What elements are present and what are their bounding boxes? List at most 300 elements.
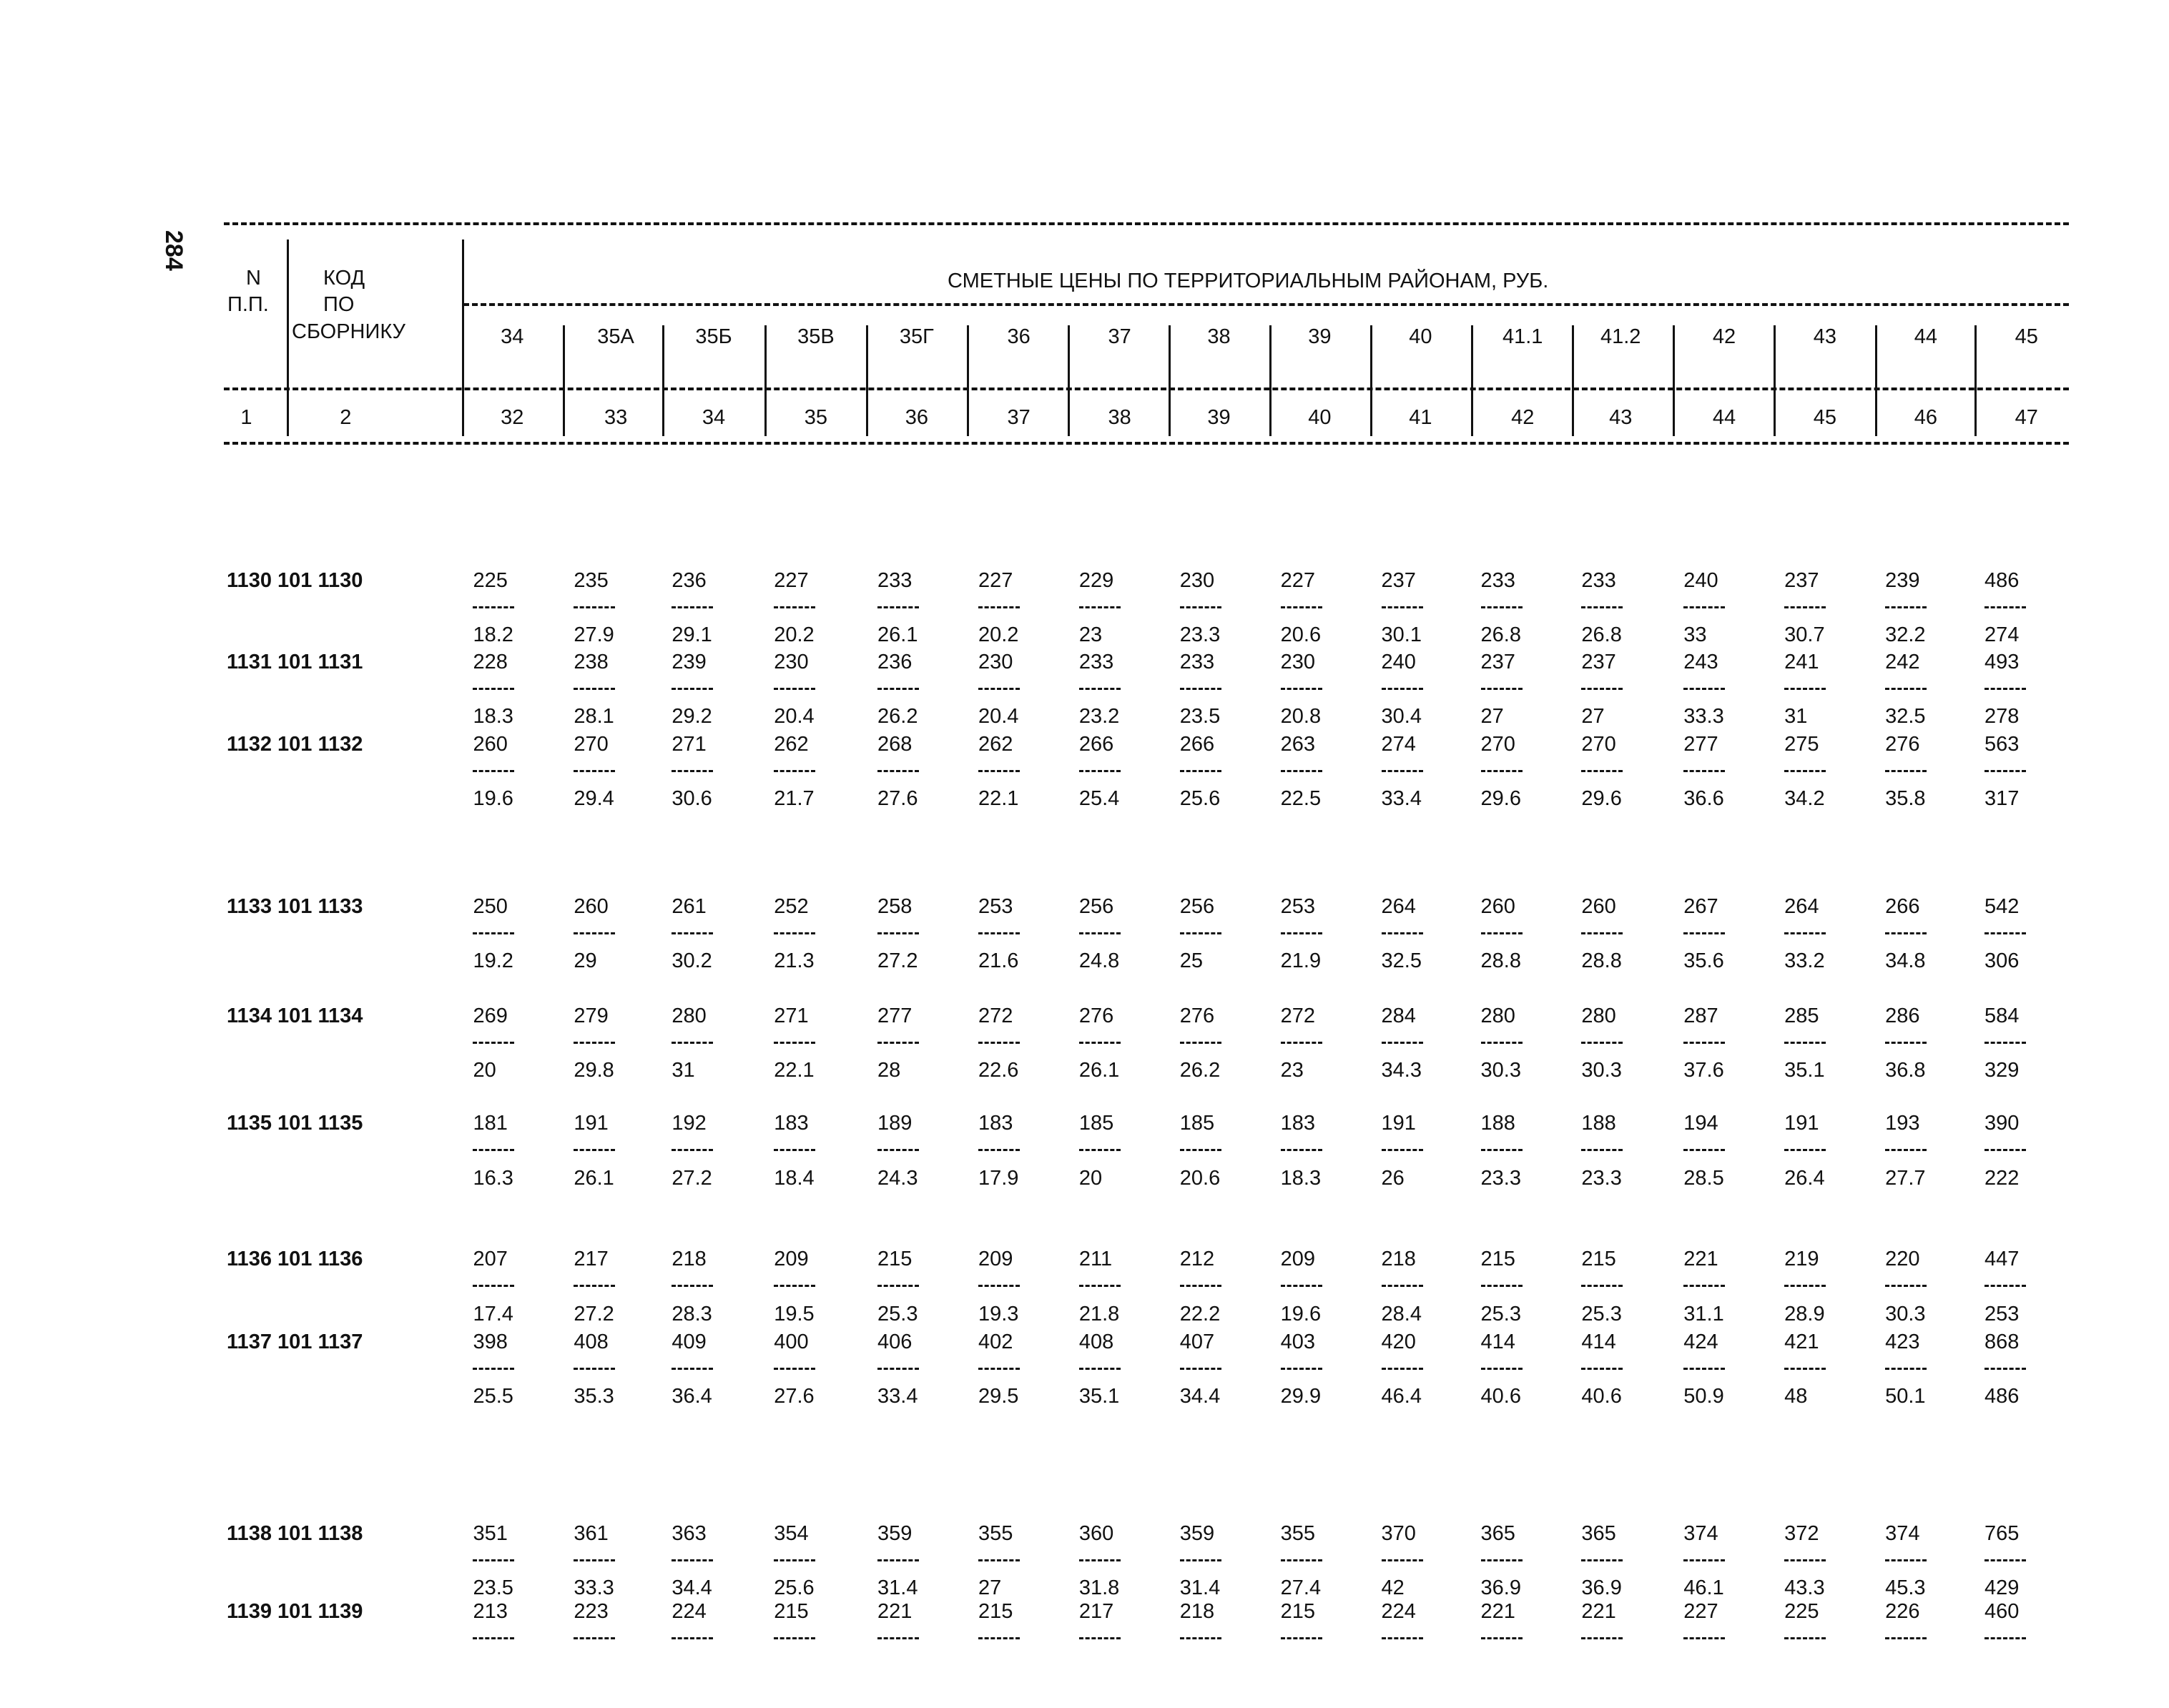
price-value: 542 [1984,895,2020,919]
row-code-label: 1134 101 1134 [227,1004,363,1027]
price-value: 233 [1179,650,1215,673]
fraction-bar [473,932,514,934]
price-subvalue: 31.4 [1179,1576,1221,1600]
fraction-bar [1180,1559,1221,1561]
fraction-bar [1581,1149,1623,1151]
column-number: 43 [1609,406,1633,429]
fraction-bar [473,1368,514,1370]
price-subvalue: 18.3 [1280,1166,1322,1190]
price-value: 493 [1984,650,2020,673]
fraction-bar [1382,1637,1423,1639]
price-subvalue: 29.4 [574,787,614,811]
price-subvalue: 23.3 [1179,623,1221,647]
price-subvalue: 25.5 [473,1385,513,1408]
price-subvalue: 23.5 [473,1576,513,1600]
price-subvalue: 22.6 [978,1059,1019,1082]
price-value: 215 [1480,1248,1515,1271]
price-subvalue: 486 [1984,1385,2020,1408]
fraction-bar [1683,770,1725,772]
price-value: 183 [774,1112,809,1135]
column-number: 32 [501,406,524,429]
price-value: 390 [1984,1112,2020,1135]
price-value: 275 [1784,733,1819,756]
column-divider [1370,325,1372,436]
price-subvalue: 19.6 [473,787,513,811]
fraction-bar [574,606,615,608]
price-subvalue: 36.6 [1683,787,1724,811]
price-subvalue: 278 [1984,704,2020,728]
fraction-bar [1180,688,1221,690]
row-code-label: 1131 101 1131 [227,650,363,673]
price-value: 408 [574,1330,609,1353]
price-subvalue: 27 [1581,704,1605,728]
price-value: 233 [1480,569,1515,593]
price-value: 227 [978,569,1013,593]
fraction-bar [1079,606,1121,608]
header-n: N [246,267,261,290]
price-subvalue: 306 [1984,949,2020,973]
price-value: 398 [473,1330,508,1353]
fraction-bar [1079,1285,1121,1287]
column-divider [764,325,767,436]
fraction-bar [877,1368,919,1370]
price-value: 285 [1784,1004,1819,1027]
price-subvalue: 29.9 [1280,1385,1322,1408]
price-value: 374 [1683,1521,1718,1545]
price-value: 270 [1480,733,1515,756]
price-subvalue: 45.3 [1885,1576,1926,1600]
fraction-bar [1382,688,1423,690]
column-divider [1774,325,1776,436]
price-value: 218 [1381,1248,1416,1271]
price-value: 227 [774,569,809,593]
fraction-bar [1784,1637,1826,1639]
price-subvalue: 17.4 [473,1302,513,1326]
fraction-bar [574,770,615,772]
fraction-bar [774,1042,815,1044]
price-subvalue: 32.2 [1885,623,1926,647]
price-value: 233 [877,569,913,593]
fraction-bar [1079,1559,1121,1561]
price-value: 260 [574,895,609,919]
price-subvalue: 35.1 [1784,1059,1825,1082]
fraction-bar [774,1559,815,1561]
fraction-bar [1481,1149,1523,1151]
price-value: 256 [1078,895,1114,919]
fraction-bar [574,688,615,690]
column-number: 42 [1511,406,1535,429]
fraction-bar [1784,606,1826,608]
price-value: 354 [774,1521,809,1545]
price-subvalue: 20.2 [774,623,815,647]
fraction-bar [1079,932,1121,934]
price-value: 226 [1885,1600,1920,1624]
fraction-bar [1984,1285,2026,1287]
price-value: 280 [1480,1004,1515,1027]
price-subvalue: 27 [1480,704,1504,728]
fraction-bar [1683,606,1725,608]
price-subvalue: 26.2 [1179,1059,1221,1082]
price-value: 370 [1381,1521,1416,1545]
column-divider [1169,325,1171,436]
price-subvalue: 29 [574,949,597,973]
district-header: 39 [1308,325,1332,348]
fraction-bar [574,1368,615,1370]
fraction-bar [774,606,815,608]
fraction-bar [574,1637,615,1639]
price-value: 402 [978,1330,1013,1353]
column-number: 37 [1007,406,1031,429]
price-subvalue: 21.6 [978,949,1019,973]
price-subvalue: 25.3 [1480,1302,1521,1326]
fraction-bar [1784,1285,1826,1287]
price-value: 242 [1885,650,1920,673]
price-subvalue: 274 [1984,623,2020,647]
fraction-bar [672,688,713,690]
fraction-bar [1481,1559,1523,1561]
price-value: 230 [1280,650,1316,673]
price-value: 238 [574,650,609,673]
district-header: 37 [1108,325,1131,348]
price-value: 414 [1480,1330,1515,1353]
fraction-bar [1885,688,1927,690]
price-value: 207 [473,1248,508,1271]
price-value: 420 [1381,1330,1416,1353]
column-divider [866,325,868,436]
fraction-bar [1784,1042,1826,1044]
price-subvalue: 35.3 [574,1385,614,1408]
fraction-bar [672,1285,713,1287]
price-value: 271 [774,1004,809,1027]
fraction-bar [574,1559,615,1561]
price-value: 215 [978,1600,1013,1624]
price-value: 264 [1381,895,1416,919]
price-value: 270 [1581,733,1616,756]
price-subvalue: 26.1 [877,623,918,647]
price-value: 215 [774,1600,809,1624]
price-value: 271 [672,733,707,756]
price-subvalue: 30.6 [672,787,712,811]
price-subvalue: 31 [1784,704,1808,728]
price-subvalue: 25.6 [1179,787,1221,811]
price-value: 193 [1885,1112,1920,1135]
price-value: 223 [574,1600,609,1624]
price-value: 230 [978,650,1013,673]
price-subvalue: 30.3 [1885,1302,1926,1326]
price-value: 212 [1179,1248,1215,1271]
price-value: 185 [1078,1112,1114,1135]
fraction-bar [1683,1042,1725,1044]
price-subvalue: 40.6 [1480,1385,1521,1408]
fraction-bar [1885,932,1927,934]
column-number: 2 [340,406,352,429]
fraction-bar [1683,688,1725,690]
price-subvalue: 22.1 [978,787,1019,811]
district-header: 36 [1007,325,1031,348]
fraction-bar [978,1637,1020,1639]
price-value: 233 [1078,650,1114,673]
price-value: 221 [1581,1600,1616,1624]
price-subvalue: 34.8 [1885,949,1926,973]
price-subvalue: 23.2 [1078,704,1120,728]
column-number: 46 [1914,406,1937,429]
fraction-bar [1382,1559,1423,1561]
price-value: 258 [877,895,913,919]
fraction-bar [877,1042,919,1044]
price-subvalue: 33.3 [1683,704,1724,728]
price-subvalue: 42 [1381,1576,1405,1600]
price-subvalue: 31.4 [877,1576,918,1600]
price-subvalue: 222 [1984,1166,2020,1190]
fraction-bar [774,688,815,690]
column-number: 36 [905,406,928,429]
fraction-bar [1281,1559,1322,1561]
price-subvalue: 29.8 [574,1059,614,1082]
price-subvalue: 29.6 [1480,787,1521,811]
district-header: 38 [1207,325,1231,348]
price-subvalue: 18.3 [473,704,513,728]
fraction-bar [473,688,514,690]
fraction-bar [1180,1368,1221,1370]
fraction-bar [1180,1149,1221,1151]
price-value: 217 [1078,1600,1114,1624]
fraction-bar [1079,770,1121,772]
price-value: 351 [473,1521,508,1545]
fraction-bar [1683,1368,1725,1370]
price-value: 374 [1885,1521,1920,1545]
price-subvalue: 30.4 [1381,704,1422,728]
price-subvalue: 25.3 [1581,1302,1622,1326]
fraction-bar [1481,932,1523,934]
price-subvalue: 20.4 [774,704,815,728]
fraction-bar [978,1368,1020,1370]
fraction-bar [877,606,919,608]
price-value: 220 [1885,1248,1920,1271]
price-subvalue: 27.2 [574,1302,614,1326]
price-value: 221 [877,1600,913,1624]
price-value: 250 [473,895,508,919]
fraction-bar [774,1368,815,1370]
fraction-bar [473,770,514,772]
price-value: 279 [574,1004,609,1027]
price-value: 276 [1179,1004,1215,1027]
district-header: 35В [797,325,835,348]
price-value: 230 [1179,569,1215,593]
price-value: 219 [1784,1248,1819,1271]
price-subvalue: 26.2 [877,704,918,728]
fraction-bar [1481,770,1523,772]
price-value: 209 [1280,1248,1316,1271]
price-subvalue: 20.2 [978,623,1019,647]
fraction-bar [1683,1559,1725,1561]
price-subvalue: 33.3 [574,1576,614,1600]
price-value: 192 [672,1112,707,1135]
price-value: 227 [1280,569,1316,593]
price-value: 233 [1581,569,1616,593]
price-value: 272 [978,1004,1013,1027]
price-value: 407 [1179,1330,1215,1353]
price-subvalue: 23 [1280,1059,1304,1082]
price-subvalue: 34.4 [1179,1385,1221,1408]
price-subvalue: 26 [1381,1166,1405,1190]
price-subvalue: 27.2 [877,949,918,973]
price-value: 260 [1480,895,1515,919]
price-subvalue: 35.8 [1885,787,1926,811]
fraction-bar [978,932,1020,934]
district-header: 41.1 [1502,325,1543,348]
fraction-bar [1281,1637,1322,1639]
row-code-label: 1132 101 1132 [227,733,363,756]
fraction-bar [1784,1559,1826,1561]
price-value: 406 [877,1330,913,1353]
fraction-bar [1683,932,1725,934]
price-value: 262 [978,733,1013,756]
fraction-bar [877,1637,919,1639]
price-subvalue: 21.9 [1280,949,1322,973]
fraction-bar [1382,1285,1423,1287]
price-value: 191 [1784,1112,1819,1135]
fraction-bar [672,1637,713,1639]
fraction-bar [1481,1637,1523,1639]
price-value: 237 [1381,569,1416,593]
row-code-label: 1139 101 1139 [227,1600,363,1624]
price-subvalue: 24.8 [1078,949,1120,973]
price-value: 355 [978,1521,1013,1545]
fraction-bar [473,1042,514,1044]
fraction-bar [1180,770,1221,772]
fraction-bar [1481,1285,1523,1287]
column-number: 34 [702,406,726,429]
fraction-bar [1984,770,2026,772]
price-value: 266 [1885,895,1920,919]
price-subvalue: 26.1 [574,1166,614,1190]
column-number: 38 [1108,406,1131,429]
row-code-label: 1135 101 1135 [227,1112,363,1135]
fraction-bar [1984,1637,2026,1639]
price-subvalue: 34.3 [1381,1059,1422,1082]
price-value: 191 [574,1112,609,1135]
price-value: 266 [1078,733,1114,756]
price-subvalue: 48 [1784,1385,1808,1408]
price-value: 228 [473,650,508,673]
price-value: 237 [1784,569,1819,593]
column-number: 35 [804,406,828,429]
district-header: 41.2 [1600,325,1641,348]
price-subvalue: 46.1 [1683,1576,1724,1600]
fraction-bar [1581,1042,1623,1044]
header-bottom-rule [224,442,2069,445]
price-value: 584 [1984,1004,2020,1027]
price-value: 486 [1984,569,2020,593]
fraction-bar [1984,1559,2026,1561]
price-value: 284 [1381,1004,1416,1027]
price-subvalue: 22.1 [774,1059,815,1082]
price-value: 215 [877,1248,913,1271]
fraction-bar [473,1285,514,1287]
price-subvalue: 21.8 [1078,1302,1120,1326]
price-value: 237 [1581,650,1616,673]
fraction-bar [1281,770,1322,772]
price-subvalue: 25.3 [877,1302,918,1326]
fraction-bar [672,1149,713,1151]
price-value: 241 [1784,650,1819,673]
fraction-bar [978,1559,1020,1561]
price-subvalue: 30.2 [672,949,712,973]
fraction-bar [1984,1149,2026,1151]
price-subvalue: 34.2 [1784,787,1825,811]
price-value: 209 [978,1248,1013,1271]
fraction-bar [774,1149,815,1151]
fraction-bar [1784,688,1826,690]
price-subvalue: 29.1 [672,623,712,647]
fraction-bar [1079,1149,1121,1151]
price-subvalue: 22.5 [1280,787,1322,811]
price-subvalue: 23.3 [1581,1166,1622,1190]
fraction-bar [1784,1149,1826,1151]
fraction-bar [1281,1285,1322,1287]
fraction-bar [574,1042,615,1044]
price-value: 408 [1078,1330,1114,1353]
price-value: 280 [1581,1004,1616,1027]
district-header: 44 [1914,325,1937,348]
price-subvalue: 37.6 [1683,1059,1724,1082]
price-value: 237 [1480,650,1515,673]
price-subvalue: 28.4 [1381,1302,1422,1326]
price-subvalue: 429 [1984,1576,2020,1600]
price-subvalue: 30.1 [1381,623,1422,647]
price-subvalue: 30.3 [1480,1059,1521,1082]
fraction-bar [978,1042,1020,1044]
fraction-bar [1180,1042,1221,1044]
fraction-bar [1984,688,2026,690]
price-value: 403 [1280,1330,1316,1353]
page-number: 284 [160,230,187,271]
fraction-bar [1581,1368,1623,1370]
price-subvalue: 35.1 [1078,1385,1120,1408]
price-subvalue: 23.3 [1480,1166,1521,1190]
fraction-bar [574,932,615,934]
fraction-bar [473,1559,514,1561]
column-divider [563,325,565,436]
price-value: 209 [774,1248,809,1271]
fraction-bar [978,1285,1020,1287]
price-subvalue: 28.9 [1784,1302,1825,1326]
fraction-bar [1581,1559,1623,1561]
price-value: 359 [1179,1521,1215,1545]
price-subvalue: 28.5 [1683,1166,1724,1190]
price-subvalue: 18.2 [473,623,513,647]
price-subvalue: 21.3 [774,949,815,973]
district-header: 35А [597,325,634,348]
fraction-bar [1281,1042,1322,1044]
price-value: 267 [1683,895,1718,919]
price-value: 243 [1683,650,1718,673]
price-subvalue: 36.8 [1885,1059,1926,1082]
fraction-bar [1683,1149,1725,1151]
price-subvalue: 27.6 [774,1385,815,1408]
header-title: СМЕТНЫЕ ЦЕНЫ ПО ТЕРРИТОРИАЛЬНЫМ РАЙОНАМ, РУБ. [948,270,1549,292]
fraction-bar [1180,1285,1221,1287]
fraction-bar [1581,1285,1623,1287]
price-value: 269 [473,1004,508,1027]
price-value: 185 [1179,1112,1215,1135]
fraction-bar [978,688,1020,690]
price-value: 365 [1581,1521,1616,1545]
price-value: 221 [1480,1600,1515,1624]
price-value: 372 [1784,1521,1819,1545]
price-value: 270 [574,733,609,756]
column-divider [967,325,969,436]
